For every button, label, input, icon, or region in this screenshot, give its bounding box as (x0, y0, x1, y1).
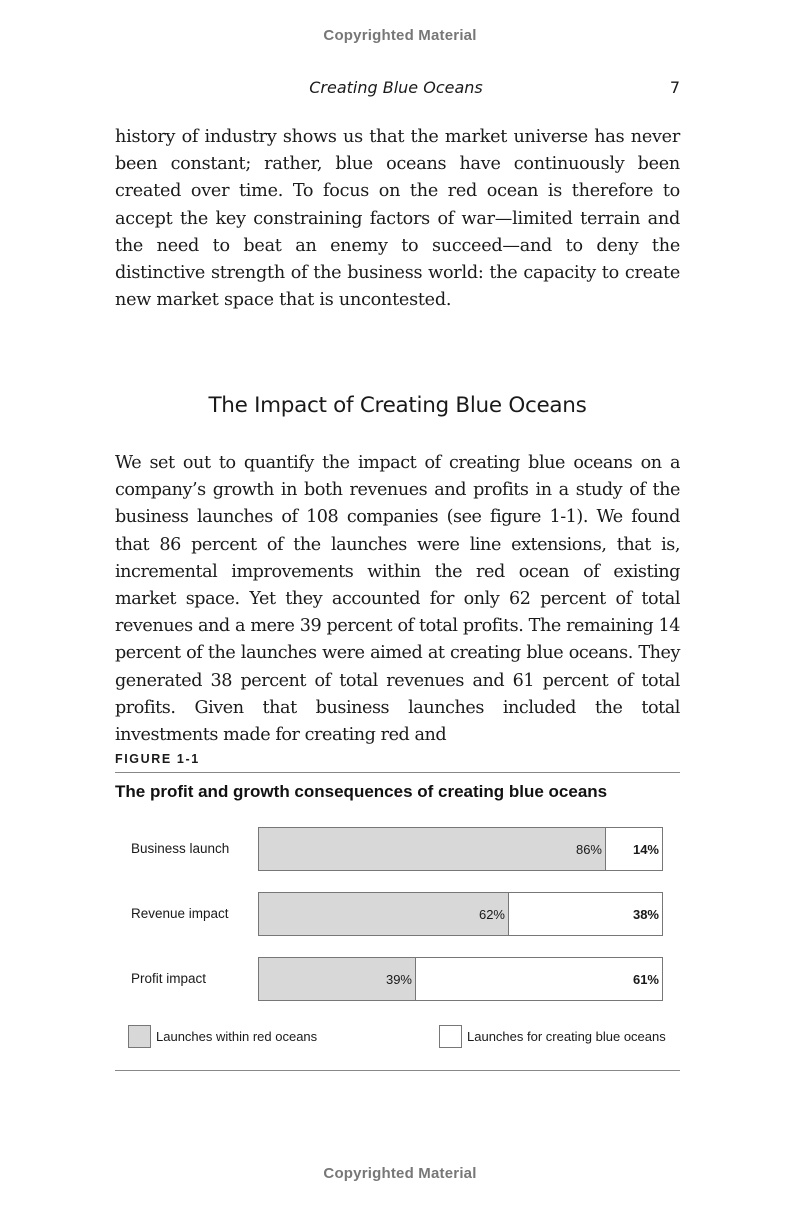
legend-label: Launches within red oceans (156, 1029, 318, 1044)
figure-1-1 (115, 748, 680, 1071)
stacked-bar (258, 827, 663, 871)
figure-label: FIGURE 1-1 (115, 752, 200, 766)
stacked-bar (258, 957, 663, 1001)
bar-segment-red-ocean (259, 828, 606, 870)
stacked-bar (258, 892, 663, 936)
legend-swatch-blue (439, 1025, 462, 1048)
bar-row-revenue-impact (115, 892, 680, 936)
section-heading: The Impact of Creating Blue Oceans (208, 393, 587, 418)
category-label: Profit impact (131, 971, 207, 986)
figure-top-rule (115, 772, 680, 773)
data-label-red: 86% (575, 842, 602, 857)
body-paragraph-1: history of industry shows us that the market universe has never been constant; rather, blue oceans have continuously been created over time. To focus on the red ocean is therefore to accept the key constraining factors of war—limited terrain and the need to beat an enemy to succeed—and to deny the distinctive strength of the business world: the capacity to create new market space that is uncontested. (115, 127, 680, 311)
page-number: 7 (669, 78, 680, 97)
bar-row-business-launch (115, 827, 680, 871)
running-head-title: Creating Blue Oceans (309, 78, 483, 97)
data-label-blue: 61% (632, 972, 659, 987)
bar-segment-red-ocean (259, 893, 509, 935)
figure-title: The profit and growth consequences of creating blue oceans (115, 782, 608, 801)
data-label-red: 62% (478, 907, 505, 922)
data-label-red: 39% (385, 972, 412, 987)
legend-label: Launches for creating blue oceans (467, 1029, 666, 1044)
category-label: Revenue impact (131, 906, 229, 921)
legend-swatch-red (128, 1025, 151, 1048)
body-paragraph-2: We set out to quantify the impact of creating blue oceans on a company’s growth in both revenues and profits in a study of the business launches of 108 companies (see figure 1-1). We found that 86 percent of the launches were line extensions, that is, incremental improvements within the red ocean of existing market space. Yet they accounted for only 62 percent of total revenues and a mere 39 percent of total profits. The remaining 14 percent of the launches were aimed at creating blue oceans. They generated 38 percent of total revenues and 61 percent of total profits. Given that business launches included the total investments made for creating red and (115, 453, 680, 746)
category-label: Business launch (131, 841, 230, 856)
copyright-watermark-bottom: Copyrighted Material (323, 1165, 477, 1182)
data-label-blue: 38% (632, 907, 659, 922)
data-label-blue: 14% (632, 842, 659, 857)
bar-row-profit-impact (115, 957, 680, 1001)
bar-segment-red-ocean (259, 958, 416, 1000)
bar-segment-blue-ocean (606, 828, 662, 870)
bar-segment-blue-ocean (416, 958, 662, 1000)
running-head (0, 78, 800, 100)
bar-segment-blue-ocean (509, 893, 662, 935)
copyright-watermark-top: Copyrighted Material (323, 27, 477, 44)
